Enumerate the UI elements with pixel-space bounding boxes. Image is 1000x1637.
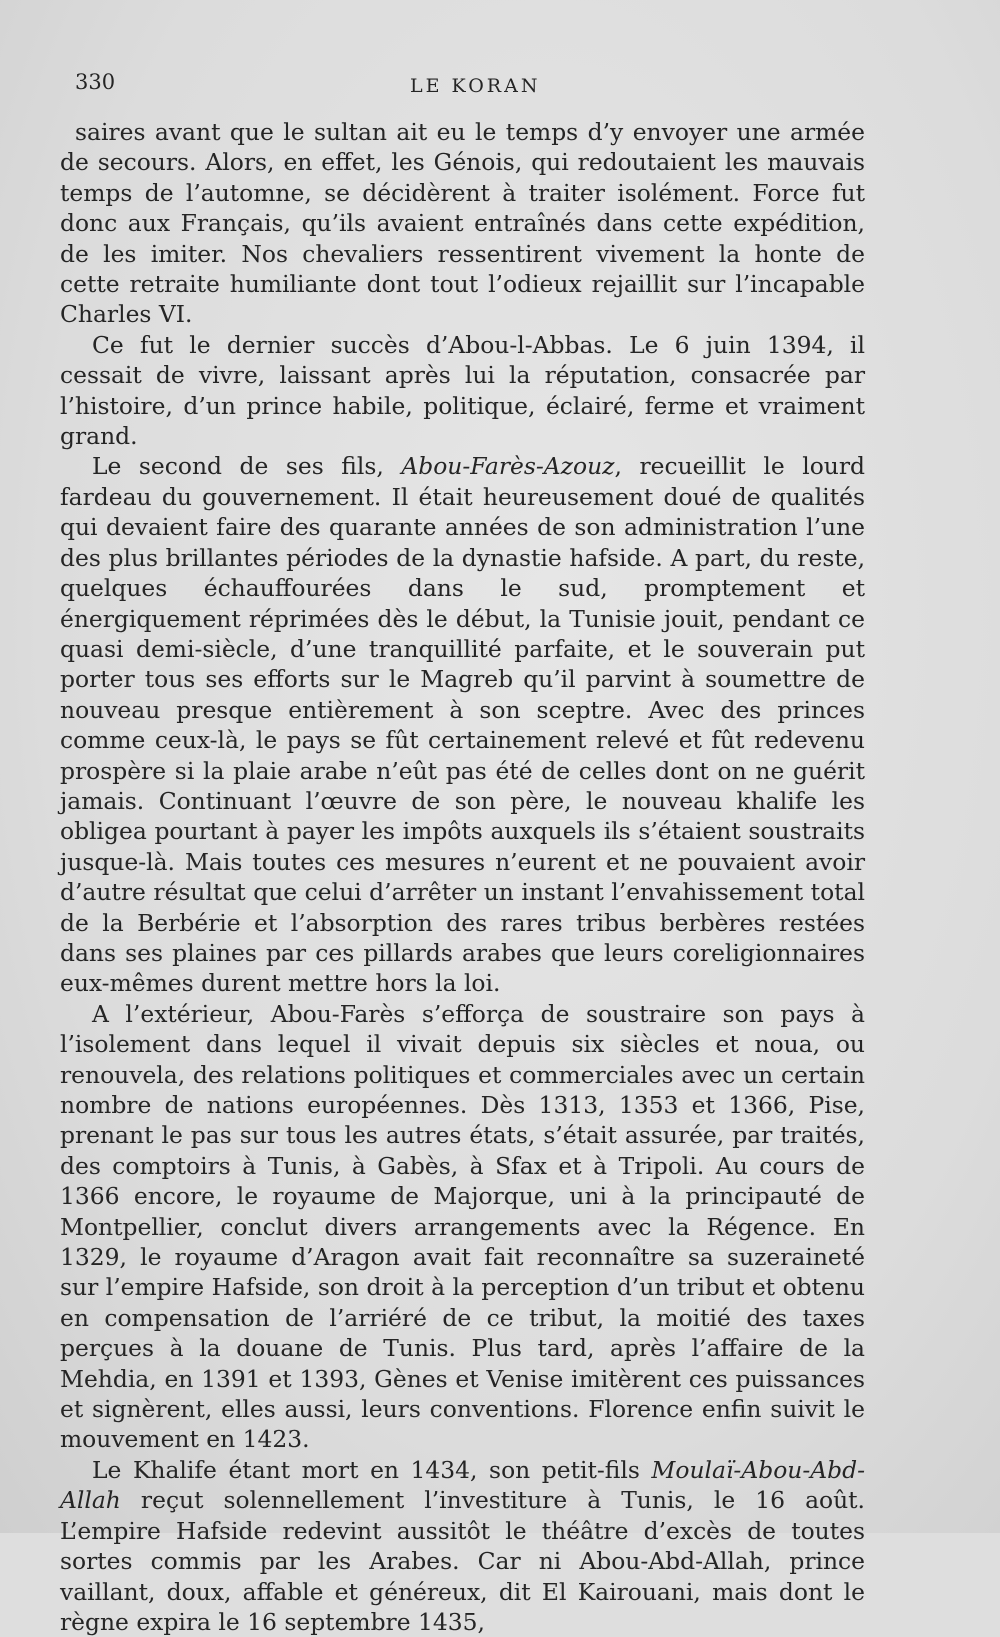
italic-name: Moulaï-Abou-Abd-Allah <box>60 1455 865 1515</box>
text-run: A l’extérieur, Abou-Farès s’efforça de soustraire son pays à l’isolement dans lequel il vivait depuis six siècles et noua, ou renouvela, des relations politiques et commerciales avec un certain nombre de nations européennes. Dès 1313, 1353 et 1366, Pise, prenant le pas sur tous les autres états, s’était assurée, par traités, des comptoirs à Tunis, à Gabès, à Sfax et à Tripoli. Au cours de 1366 encore, le royaume de Majorque, uni à la principauté de Montpellier, conclut divers arrangements avec la Régence. En 1329, le royaume d’Aragon avait fait reconnaître sa suzeraineté sur l’empire Hafside, son droit à la perception d’un tribut et obtenu en compensation de l’arriéré de ce tribut, la moitié des taxes perçues à la douane de Tunis. Plus tard, après l’affaire de la Mehdia, en 1391 et 1393, Gènes et Venise imitèrent ces puissances et signèrent, elles aussi, leurs conventions. Florence enfin suivit le mouvement en 1423. <box>60 999 865 1454</box>
text-run: saires avant que le sultan ait eu le temps d’y envoyer une armée de secours. Alors, en effet, les Génois, qui redoutaient les mauvais temps de l’automne, se décidèrent à traiter isolément. Force fut donc aux Français, qu’ils avaient entraînés dans cette expédition, de les imiter. Nos chevaliers ressentirent vivement la honte de cette retraite humiliante dont tout l’odieux rejaillit sur l’incapable Charles VI. <box>60 118 865 329</box>
paragraph-continued <box>60 117 865 330</box>
text-run: Le second de ses fils, <box>92 452 402 481</box>
paragraph-foreign-relations <box>60 999 865 1455</box>
text-run: , recueillit le lourd fardeau du gouvernement. Il était heureusement doué de qualités qui devaient faire des quarante années de son administration l’une des plus brillantes périodes de la dynastie hafside. A part, du reste, quelques échauffourées dans le sud, promptement et énergiquement réprimées dès le début, la Tunisie jouit, pendant ce quasi demi-siècle, d’une tranquillité parfaite, et le souverain put porter tous ses efforts sur le Magreb qu’il parvint à soumettre de nouveau presque entièrement à son sceptre. Avec des princes comme ceux-là, le pays se fût certainement relevé et fût redevenu prospère si la plaie arabe n’eût pas été de celles dont on ne guérit jamais. Continuant l’œuvre de son père, le nouveau khalife les obligea pourtant à payer les impôts auxquels ils s’étaient soustraits jusque-là. Mais toutes ces mesures n’eurent et ne pouvaient avoir d’autre résultat que celui d’arrêter un instant l’envahissement total de la Berbérie et l’absorption des rares tribus berbères restées dans ses plaines par ces pillards arabes que leurs coreligionnaires eux-mêmes durent mettre hors la loi. <box>60 452 865 998</box>
text-run: Le Khalife étant mort en 1434, son petit-fils <box>92 1455 652 1484</box>
running-title: LE KORAN <box>410 75 541 97</box>
running-head <box>75 70 865 100</box>
page-number: 330 <box>75 70 116 94</box>
paragraph-succession <box>60 1455 865 1637</box>
text-run: reçut solennellement l’investiture à Tunis, le 16 août. L’empire Hafside redevint aussitôt le théâtre d’excès de toutes sortes commis par les Arabes. Car ni Abou-Abd-Allah, prince vaillant, doux, affable et généreux, dit El Kairouani, mais dont le règne expira le 16 septembre 1435, <box>60 1486 865 1636</box>
text-run: Ce fut le dernier succès d’Abou-l-Abbas. Le 6 juin 1394, il cessait de vivre, laissant après lui la réputation, consacrée par l’histoire, d’un prince habile, politique, éclairé, ferme et vraiment grand. <box>60 330 865 451</box>
paragraph-abou-fares-reign <box>60 451 865 998</box>
italic-name: Abou-Farès-Azouz <box>401 452 615 481</box>
paragraph-death-abou-l-abbas <box>60 330 865 452</box>
body-text <box>60 117 865 1637</box>
